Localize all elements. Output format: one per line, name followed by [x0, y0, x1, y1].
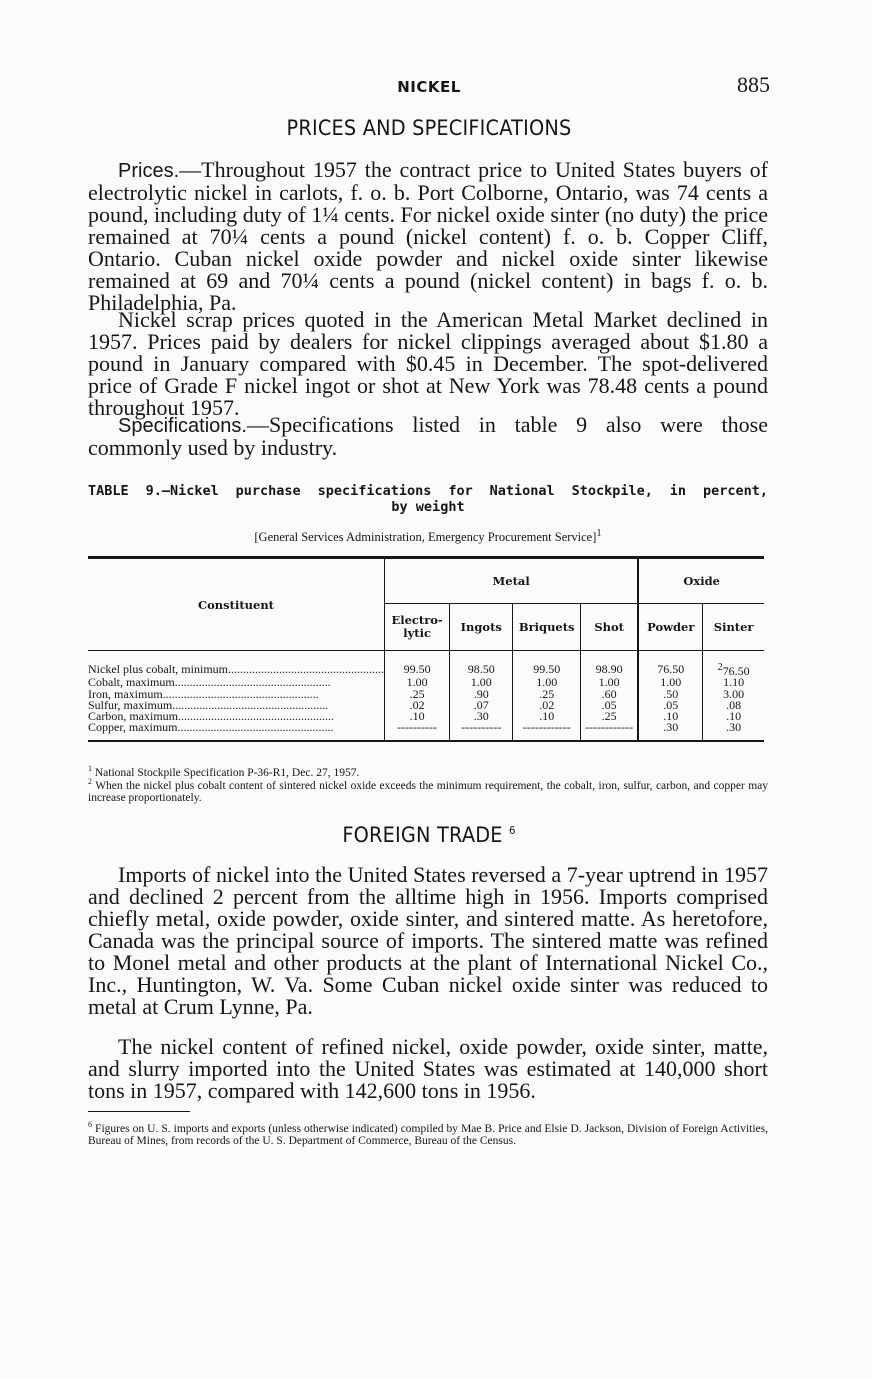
cell-ingots: .07: [450, 700, 513, 711]
cell-shot: .25: [581, 711, 639, 722]
cell-sinter-value: 76.50: [722, 664, 750, 678]
cell-shot: .60: [581, 689, 639, 700]
cell-electrolytic: .10: [384, 711, 449, 722]
table-row: [88, 722, 764, 740]
footnote-6: [88, 1119, 768, 1148]
cell-shot: 98.90: [581, 651, 639, 678]
column-header-electrolytic: [384, 604, 449, 651]
cell-shot: 1.00: [581, 677, 639, 688]
paragraph-scrap-prices-text: Nickel scrap prices quoted in the American Metal Market declined in 1957. Prices paid by dealers for nickel clippings averaged about $1.80 a pound in January compared with $0.45 in December. The spot-delivered price of Grade F nickel ingot or shot at New York was 78.48 cents a pound throughout 1957.: [88, 307, 768, 420]
section-heading-foreign-trade: [115, 823, 742, 847]
footnote-ref-6: 6: [509, 824, 516, 837]
footnote-6-text: Figures on U. S. imports and exports (unless otherwise indicated) compiled by Mae B. Price and Elsie D. Jackson, Division of Foreign Activities, Bureau of Mines, from records of the U. S. Department of Commerce, Bureau of the Census.: [88, 1122, 768, 1148]
leader-dots: ....................................................: [177, 722, 334, 735]
cell-ingots: 98.50: [450, 651, 513, 678]
cell-briquets: .10: [513, 711, 581, 722]
cell-briquets: .25: [513, 689, 581, 700]
column-header-electrolytic-line1: Electro-: [391, 613, 443, 627]
row-label-text: Copper, maximum: [88, 722, 178, 735]
row-label: [88, 651, 384, 678]
cell-ingots: .30: [450, 711, 513, 722]
row-label-text: Iron, maximum: [88, 688, 163, 700]
leader-dots: ....................................................: [174, 677, 331, 689]
row-label: [88, 689, 384, 700]
cell-powder: 76.50: [638, 651, 703, 678]
table-header-row-groups: [88, 558, 764, 604]
cell-sinter: .08: [703, 700, 764, 711]
column-group-metal: Metal: [384, 558, 638, 604]
paragraph-scrap-prices: [88, 309, 768, 419]
paragraph-nickel-content-text: The nickel content of refined nickel, oxide powder, oxide sinter, matte, and slurry imported into the United States was estimated at 140,000 short tons in 1957, compared with 142,600 tons in 1956.: [88, 1034, 768, 1103]
paragraph-prices: [88, 159, 768, 314]
paragraph-nickel-content: [88, 1036, 768, 1102]
table-caption: [88, 483, 768, 515]
row-label: [88, 711, 384, 722]
leader-dots: ....................................................: [172, 699, 329, 712]
row-label: [88, 677, 384, 688]
cell-electrolytic: 1.00: [384, 677, 449, 688]
column-header-sinter: Sinter: [703, 604, 764, 651]
cell-sinter: 3.00: [703, 689, 764, 700]
table-source-text: [General Services Administration, Emergency Procurement Service]: [254, 530, 597, 545]
section-heading-foreign-trade-text: FOREIGN TRADE: [342, 823, 503, 847]
cell-electrolytic: 99.50: [384, 651, 449, 678]
cell-ingots: .90: [450, 689, 513, 700]
paragraph-imports-text: Imports of nickel into the United States reversed a 7-year uptrend in 1957 and declined 2 percent from the alltime high in 1956. Imports comprised chiefly metal, oxide powder, oxide sinter, and sintered matte. As heretofore, Canada was the principal source of imports. The sintered matte was refined to Monel metal and other products at the plant of International Nickel Co., Inc., Huntington, W. Va. Some Cuban nickel oxide sinter was reduced to metal at Crum Lynne, Pa.: [88, 862, 768, 1019]
cell-briquets: 99.50: [513, 651, 581, 678]
row-label-text: Nickel plus cobalt, minimum: [88, 662, 228, 676]
cell-ingots: ----------: [450, 722, 513, 740]
paragraph-specifications-text: —Specifications listed in table 9 also were those commonly used by industry.: [88, 412, 768, 460]
cell-electrolytic: .02: [384, 700, 449, 711]
cell-briquets: 1.00: [513, 677, 581, 688]
cell-sinter: .10: [703, 711, 764, 722]
cell-briquets: ------------: [513, 722, 581, 740]
cell-ingots: 1.00: [450, 677, 513, 688]
cell-powder: .10: [638, 711, 703, 722]
run-in-heading-specifications: Specifications.: [118, 415, 247, 437]
paragraph-specifications: [88, 414, 768, 459]
run-in-heading-prices: Prices.: [118, 160, 180, 182]
table-note-2: [88, 776, 768, 804]
leader-dots: ....................................................: [178, 711, 334, 723]
table-source-ref: 1: [596, 528, 602, 539]
column-header-electrolytic-line2: lytic: [403, 626, 431, 640]
cell-powder: .50: [638, 689, 703, 700]
table-note-1-text: National Stockpile Specification P-36-R1, Dec. 27, 1957.: [94, 766, 360, 779]
table-caption-line1: TABLE 9.—Nickel purchase specifications for National Stockpile, in percent,: [88, 483, 768, 499]
row-label: [88, 722, 384, 740]
cell-shot: ------------: [581, 722, 639, 740]
table-row: [88, 651, 764, 678]
table-note-1-ref: 1: [88, 764, 92, 773]
leader-dots: ....................................................: [162, 688, 319, 700]
leader-dots: ....................................................: [227, 662, 384, 676]
column-header-shot: Shot: [581, 604, 639, 651]
section-heading-prices: PRICES AND SPECIFICATIONS: [286, 116, 572, 140]
cell-electrolytic: .25: [384, 689, 449, 700]
column-header-constituent: Constituent: [88, 558, 384, 651]
row-label-text: Sulfur, maximum: [88, 699, 173, 712]
paragraph-imports: [88, 864, 768, 1018]
cell-sinter-ref: 2: [717, 662, 723, 673]
paragraph-prices-text: —Throughout 1957 the contract price to United States buyers of electrolytic nickel in carlots, f. o. b. Port Colborne, Ontario, was 74 cents a pound, including duty of 1¼ cents. For nickel oxide sinter (no duty) the price remained at 70¼ cents a pound (nickel content) f. o. b. Copper Cliff, Ontario. Cuban nickel oxide powder and nickel oxide sinter likewise remained at 69 and 70¼ cents a pound (nickel content) in bags f. o. b. Philadelphia, Pa.: [88, 157, 768, 315]
row-label: [88, 700, 384, 711]
table-caption-line2: by weight: [391, 499, 465, 515]
cell-powder: 1.00: [638, 677, 703, 688]
cell-sinter: 1.10: [703, 677, 764, 688]
column-header-ingots: Ingots: [450, 604, 513, 651]
cell-powder: .05: [638, 700, 703, 711]
column-header-briquets: Briquets: [513, 604, 581, 651]
footnote-6-ref: 6: [88, 1120, 92, 1129]
column-group-oxide: Oxide: [638, 558, 764, 604]
row-label-text: Carbon, maximum: [88, 711, 178, 723]
footnote-rule: [88, 1111, 190, 1112]
table-note-2-text: When the nickel plus cobalt content of sintered nickel oxide exceeds the minimum requirement, the cobalt, iron, sulfur, carbon, and copper may increase proportionately.: [88, 779, 769, 804]
running-title: NICKEL: [397, 78, 461, 96]
table-source-note: [88, 528, 768, 545]
row-label-text: Cobalt, maximum: [88, 677, 175, 689]
running-head: [88, 72, 770, 100]
specification-table: [88, 556, 764, 742]
cell-electrolytic: ----------: [384, 722, 449, 740]
cell-shot: .05: [581, 700, 639, 711]
table-note-2-ref: 2: [88, 777, 92, 786]
column-header-powder: Powder: [638, 604, 703, 651]
cell-briquets: .02: [513, 700, 581, 711]
page-number: 885: [737, 72, 770, 97]
cell-sinter: .30: [703, 722, 764, 740]
cell-powder: .30: [638, 722, 703, 740]
cell-sinter: [703, 651, 764, 678]
